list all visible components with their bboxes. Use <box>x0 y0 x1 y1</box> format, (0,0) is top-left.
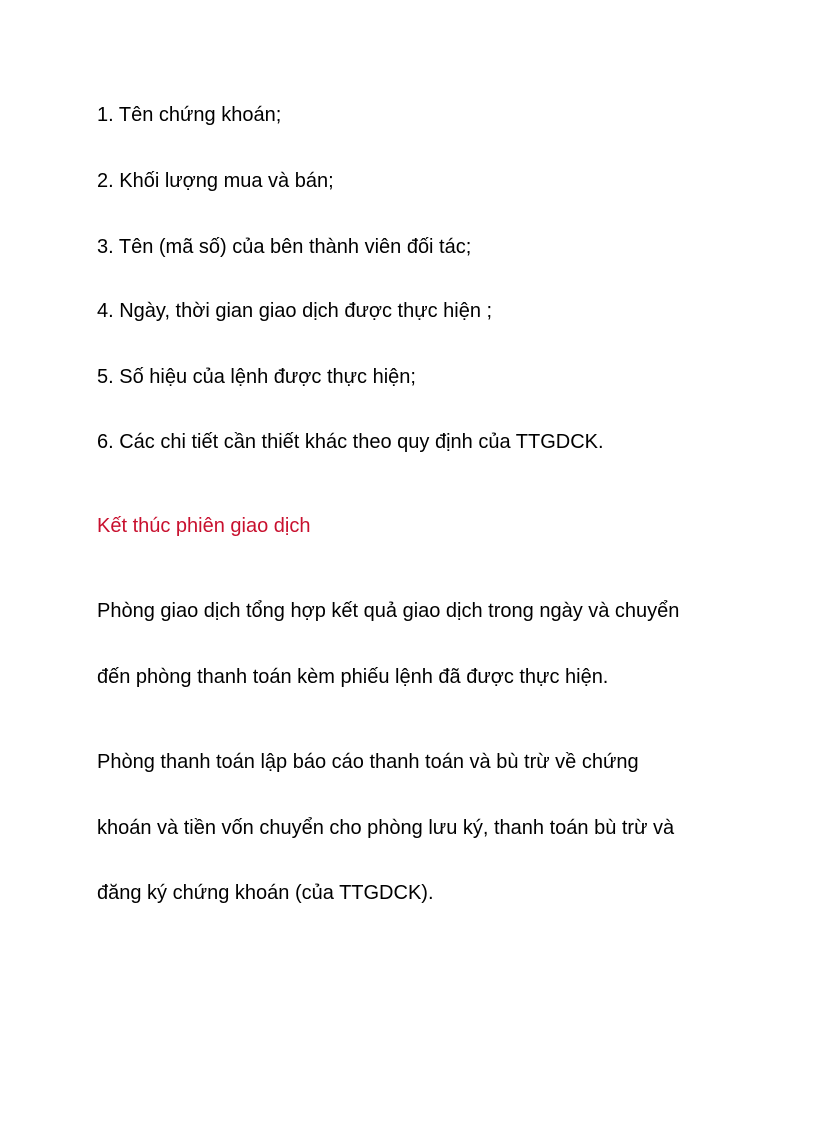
list-item-1: 1. Tên chứng khoán; <box>97 104 282 126</box>
paragraph-2-line-3: đăng ký chứng khoán (của TTGDCK). <box>97 882 434 904</box>
list-item-2: 2. Khối lượng mua và bán; <box>97 170 334 192</box>
list-item-6: 6. Các chi tiết cần thiết khác theo quy định của TTGDCK. <box>97 431 604 453</box>
list-item-3: 3. Tên (mã số) của bên thành viên đối tác; <box>97 236 472 258</box>
paragraph-2-line-2: khoán và tiền vốn chuyển cho phòng lưu ký, thanh toán bù trừ và <box>97 817 675 839</box>
paragraph-1-line-2: đến phòng thanh toán kèm phiếu lệnh đã được thực hiện. <box>97 666 609 688</box>
paragraph-1-line-1: Phòng giao dịch tổng hợp kết quả giao dịch trong ngày và chuyển <box>97 600 680 622</box>
list-item-5: 5. Số hiệu của lệnh được thực hiện; <box>97 366 416 388</box>
paragraph-2-line-1: Phòng thanh toán lập báo cáo thanh toán và bù trừ về chứng <box>97 751 639 773</box>
list-item-4: 4. Ngày, thời gian giao dịch được thực hiện ; <box>97 300 493 322</box>
section-heading: Kết thúc phiên giao dịch <box>97 515 311 537</box>
